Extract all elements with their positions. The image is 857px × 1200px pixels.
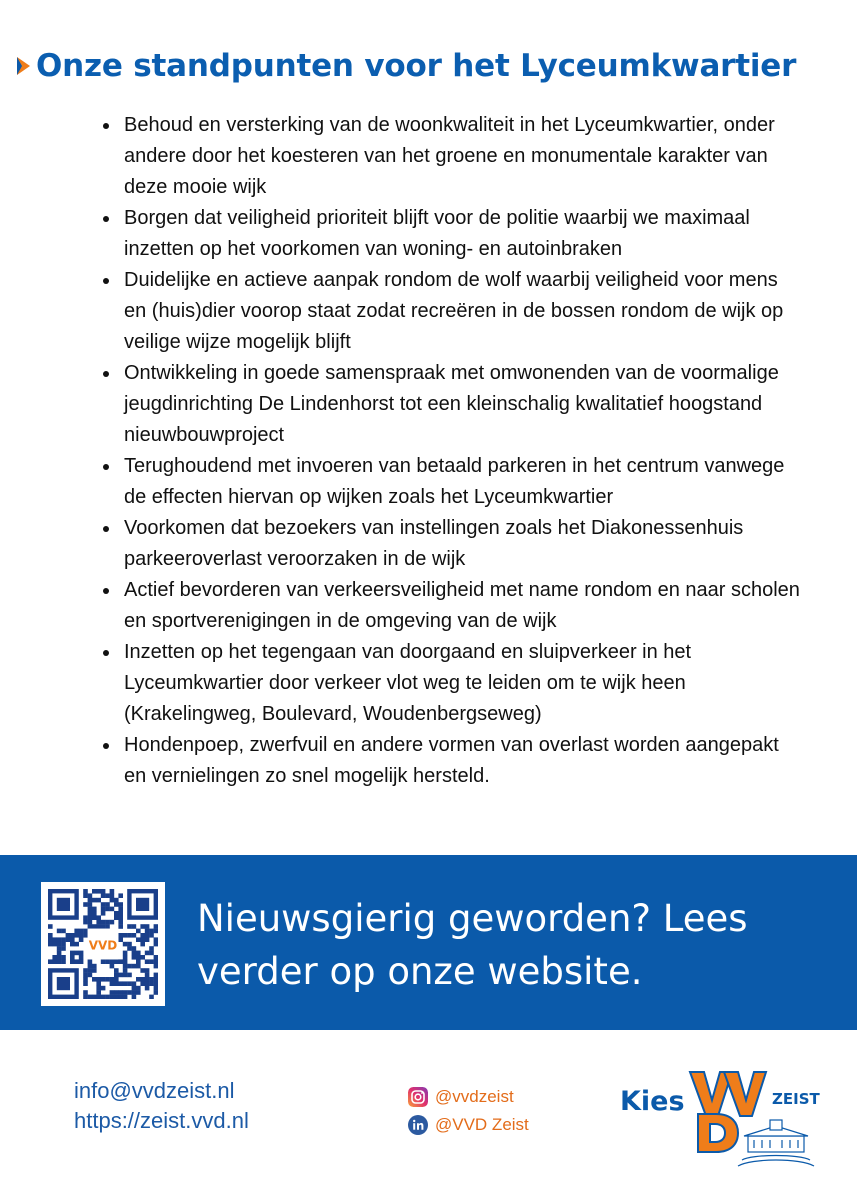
linkedin-icon <box>408 1115 428 1135</box>
qr-code-icon <box>48 889 158 999</box>
list-item: Terughoudend met invoeren van betaald parkeren in het centrum vanwege de effecten hiervan op wijken zoals het Lyceumkwartier <box>103 451 803 513</box>
title-row <box>16 48 796 84</box>
list-item: Actief bevorderen van verkeersveiligheid met name rondom en naar scholen en sportverenigingen in de omgeving van de wijk <box>103 575 803 637</box>
social-block <box>408 1083 529 1139</box>
bullet-icon <box>103 371 109 377</box>
banner-line-1: Nieuwsgierig geworden? Lees <box>197 897 748 940</box>
instagram-icon <box>408 1087 428 1107</box>
arrow-bullet-icon <box>16 55 34 77</box>
list-item: Behoud en versterking van de woonkwaliteit in het Lyceumkwartier, onder andere door het koesteren van het groene en monumentale karakter van deze mooie wijk <box>103 110 803 203</box>
contact-block <box>74 1076 249 1136</box>
logo-zeist-text: ZEIST <box>772 1090 820 1108</box>
page-title: Onze standpunten voor het Lyceumkwartier <box>36 48 797 84</box>
linkedin-row[interactable] <box>408 1111 529 1139</box>
bullet-icon <box>103 526 109 532</box>
bullet-icon <box>103 650 109 656</box>
list-item: Hondenpoep, zwerfvuil en andere vormen van overlast worden aangepakt en vernielingen zo snel mogelijk hersteld. <box>103 730 803 792</box>
bullet-icon <box>103 588 109 594</box>
list-item: Ontwikkeling in goede samenspraak met omwonenden van de voormalige jeugdinrichting De Lindenhorst tot een kleinschalig kwalitatief hoogstand nieuwbouwproject <box>103 358 803 451</box>
bullet-icon <box>103 123 109 129</box>
instagram-row[interactable] <box>408 1083 529 1111</box>
standpunten-list <box>103 110 803 792</box>
website-link[interactable]: https://zeist.vvd.nl <box>74 1108 249 1133</box>
list-item: Duidelijke en actieve aanpak rondom de wolf waarbij veiligheid voor mens en (huis)dier voorop staat zodat recreëren in de bossen rondom de wijk op veilige wijze mogelijk blijft <box>103 265 803 358</box>
bullet-icon <box>103 216 109 222</box>
banner-text <box>197 892 797 998</box>
bullet-icon <box>103 743 109 749</box>
bullet-icon <box>103 278 109 284</box>
bullet-icon <box>103 464 109 470</box>
email-link[interactable]: info@vvdzeist.nl <box>74 1078 235 1103</box>
qr-code[interactable] <box>41 882 165 1006</box>
qr-logo-text: VVD <box>88 938 118 953</box>
banner-line-2: verder op onze website. <box>197 950 643 993</box>
linkedin-handle[interactable]: @VVD Zeist <box>435 1115 529 1134</box>
castle-icon <box>738 1120 814 1166</box>
vvd-zeist-logo <box>620 1064 825 1174</box>
logo-kies-text: Kies <box>620 1086 685 1117</box>
instagram-handle[interactable]: @vvdzeist <box>435 1087 514 1106</box>
list-item: Borgen dat veiligheid prioriteit blijft voor de politie waarbij we maximaal inzetten op het voorkomen van woning- en autoinbraken <box>103 203 803 265</box>
list-item: Voorkomen dat bezoekers van instellingen zoals het Diakonessenhuis parkeeroverlast veroorzaken in de wijk <box>103 513 803 575</box>
list-item: Inzetten op het tegengaan van doorgaand en sluipverkeer in het Lyceumkwartier door verkeer vlot weg te leiden om te wijk heen (Krakelingweg, Boulevard, Woudenbergseweg) <box>103 637 803 730</box>
